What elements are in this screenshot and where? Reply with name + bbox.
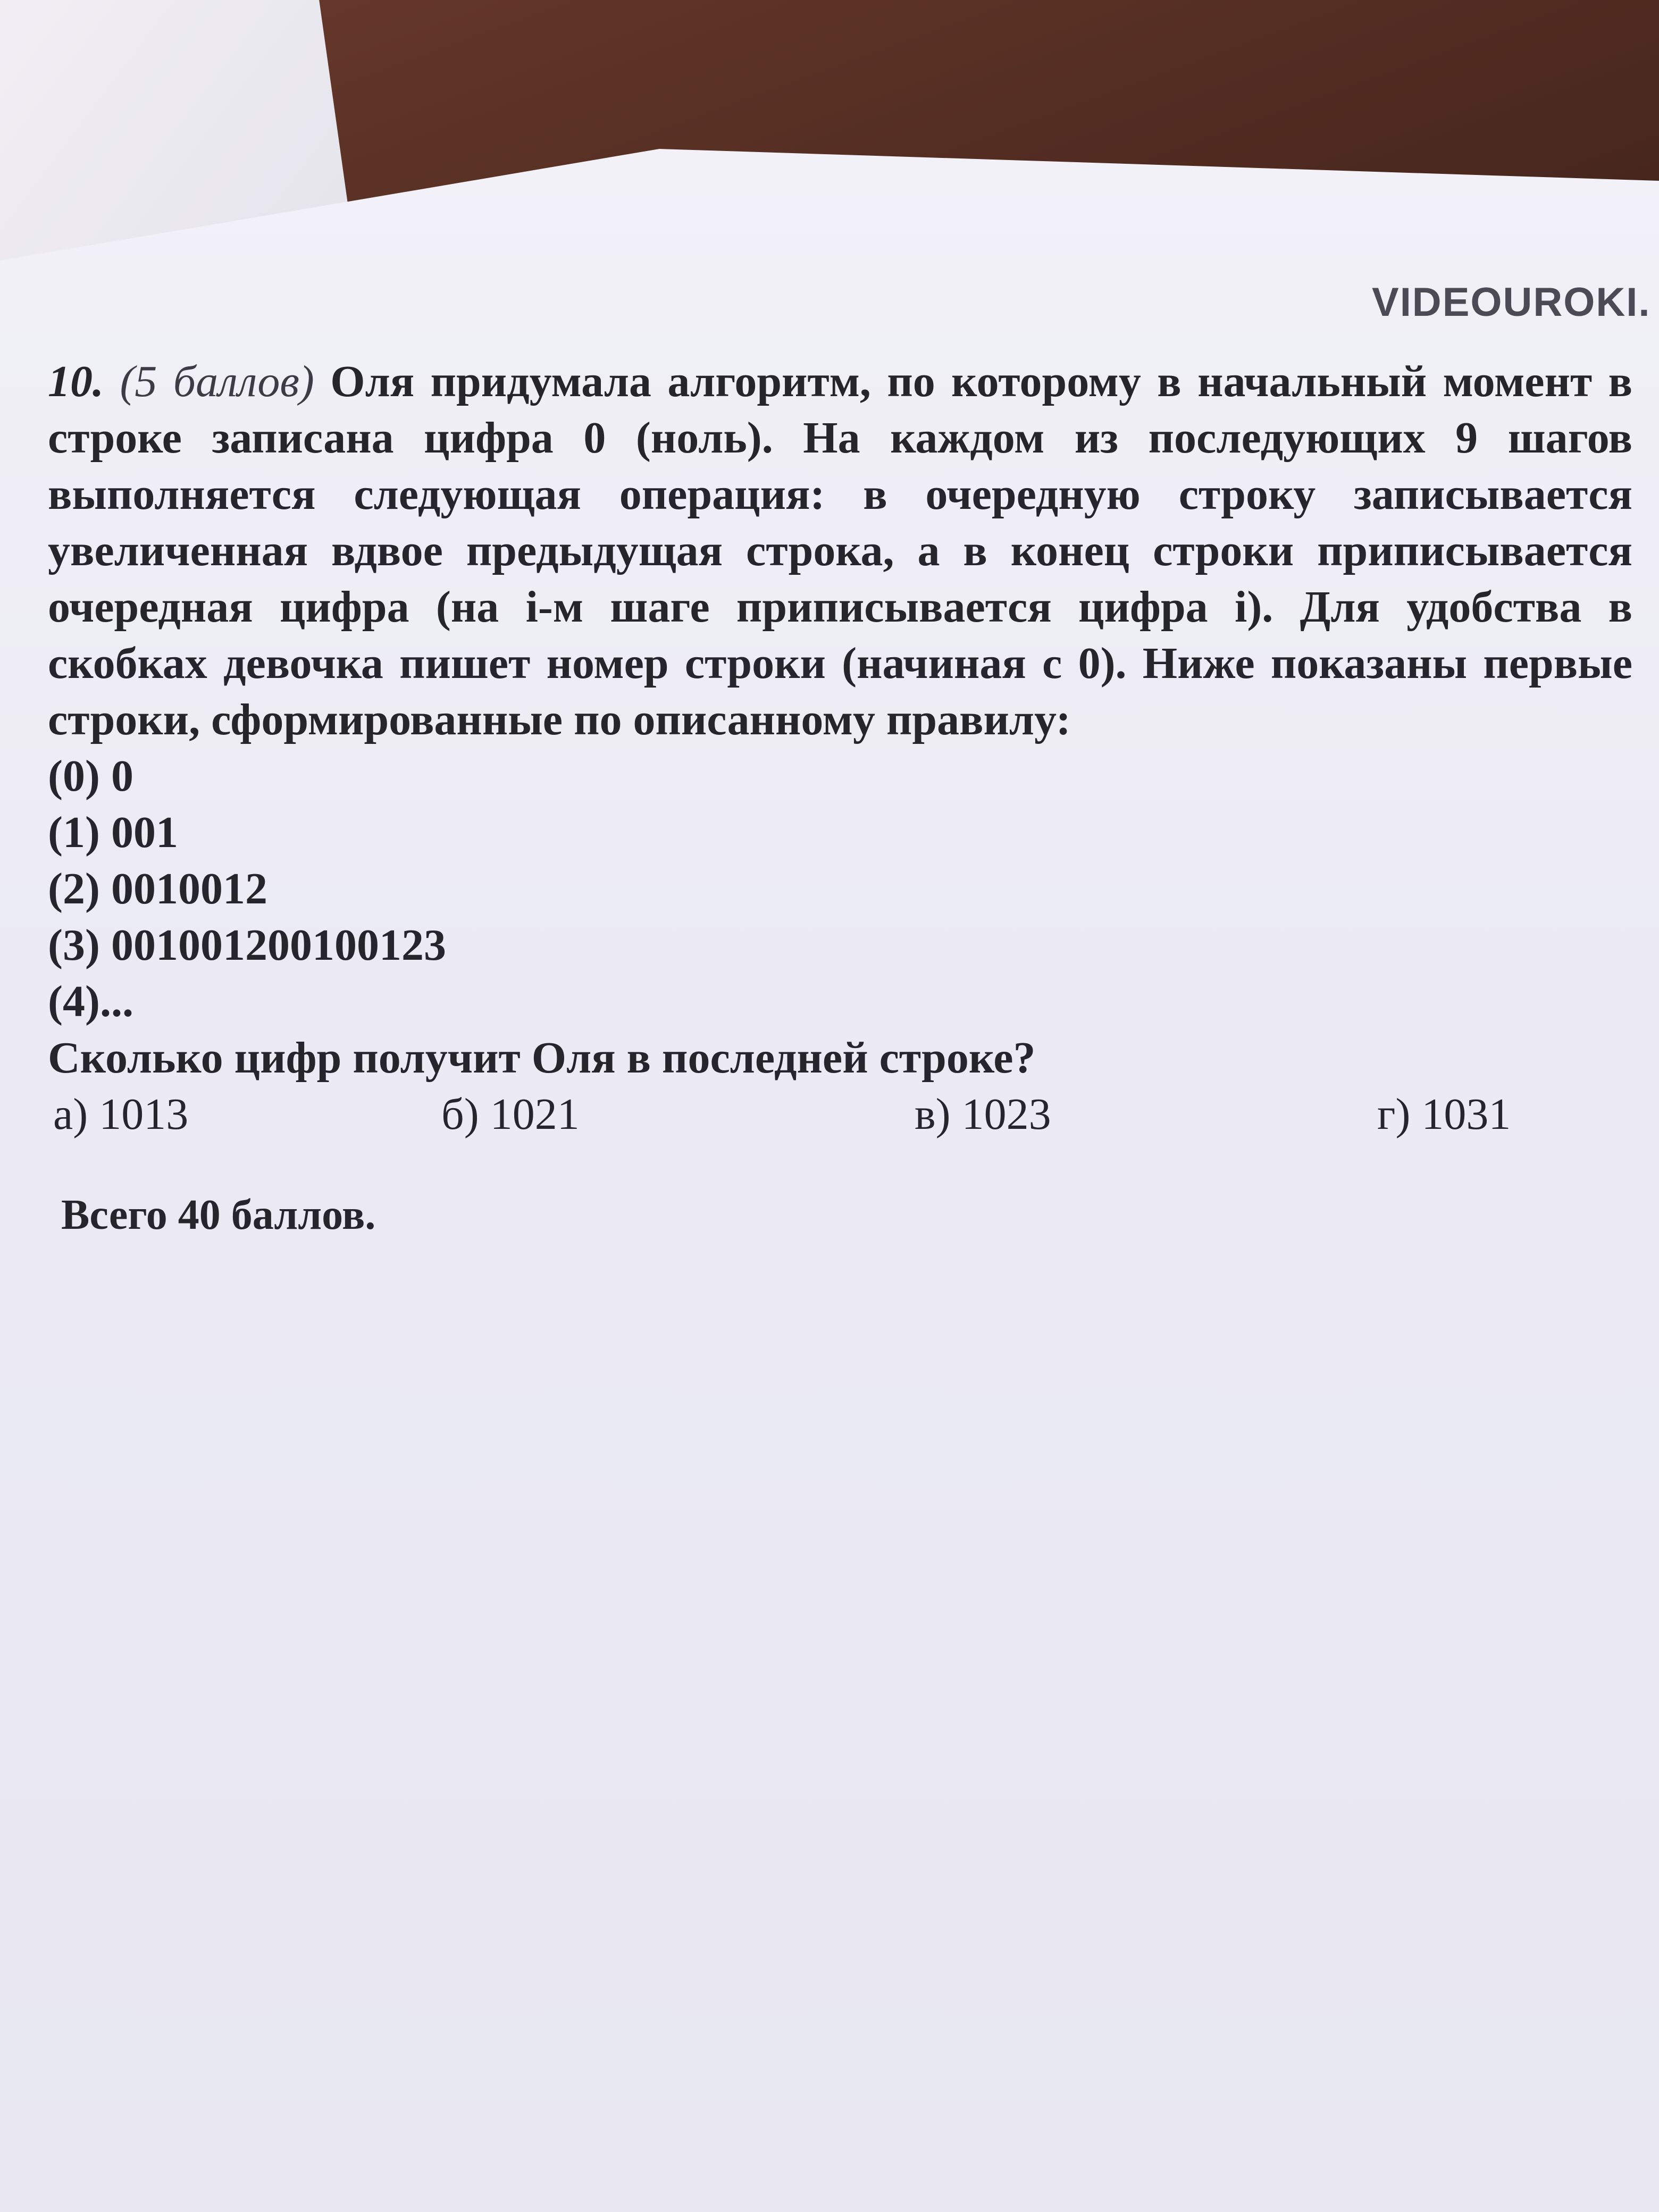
task-text: Оля придумала алгоритм, по которому в начальный момент в строке записана цифра 0 (ноль). На каждом из последующих 9 шагов выполняется следующая операция: в очередную строку записывается увеличенная вдвое предыдущая строка, а в конец строки приписывается очередная цифра (на i-м шаге приписывается цифра i). Для удобства в скобках девочка пишет номер строки (начиная с 0). Ниже показаны первые строки, сформированные по описанному правилу: — [48, 357, 1633, 744]
total-points: Всего 40 баллов. — [61, 1192, 376, 1238]
brand-watermark: VIDEOUROKI. — [1372, 280, 1651, 325]
task-paragraph — [48, 354, 1632, 748]
sequence-row-4: (4)... — [48, 977, 133, 1026]
sequence-row-2: (2) 0010012 — [48, 864, 267, 914]
task-block — [48, 354, 1632, 1145]
task-question: Сколько цифр получит Оля в последней строке? — [48, 1033, 1036, 1083]
answer-option-b: б) 1021 — [441, 1090, 580, 1139]
answer-options — [48, 1086, 1632, 1145]
sequence-row-3: (3) 001001200100123 — [48, 920, 446, 970]
sequence-row-0: (0) 0 — [48, 751, 133, 801]
task-points: (5 баллов) — [120, 357, 314, 406]
answer-option-d: г) 1031 — [1377, 1090, 1511, 1139]
task-number: 10. — [48, 357, 104, 406]
answer-option-c: в) 1023 — [915, 1090, 1051, 1139]
answer-option-a: а) 1013 — [53, 1090, 189, 1139]
sequence-row-1: (1) 001 — [48, 808, 178, 857]
